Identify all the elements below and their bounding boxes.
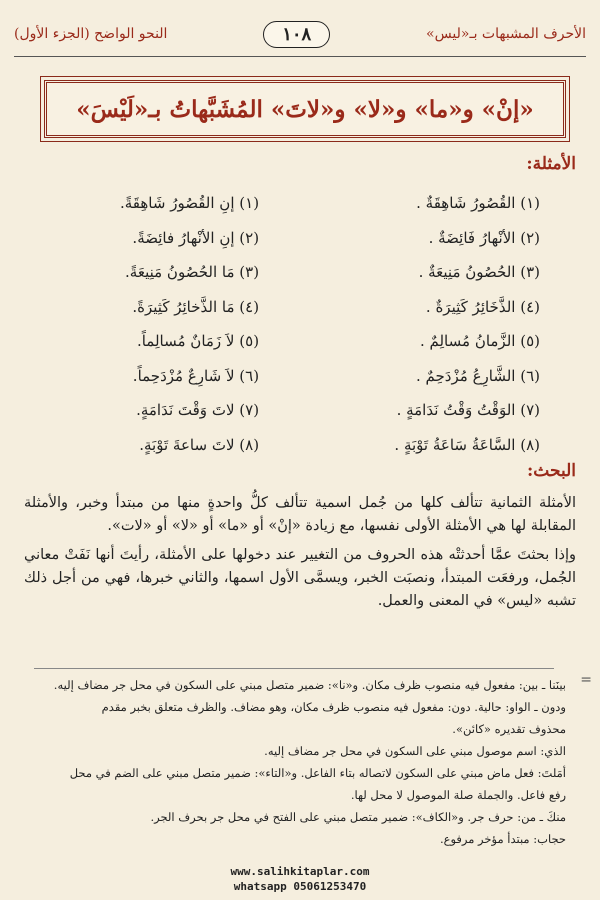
examples-column-modified	[120, 188, 259, 460]
footnote-line: أمَلتَ: فعل ماض مبني على السكون لاتصاله بتاء الفاعل. و«التاء»: ضمير متصل مبني على الضم في محل	[69, 766, 566, 780]
footnote-line: ودون ـ الواو: حالية. دون: مفعول فيه منصوب ظرف مكان، وهو مضاف. والظرف متعلق بخبر مقدم	[101, 700, 566, 714]
lesson-title-box	[44, 80, 566, 138]
footnote-line: رفع فاعل. والجملة صلة الموصول لا محل لها.	[350, 788, 566, 802]
discussion-heading: البحث:	[527, 461, 576, 481]
footnote-line: محذوف تقديره «كائن».	[452, 722, 566, 736]
header-rule	[14, 56, 586, 57]
footnote-rule	[34, 668, 554, 669]
example-item: (٣) الحُصُونُ مَنِيعَةٌ .	[418, 263, 540, 282]
discussion-body	[24, 492, 576, 619]
discussion-paragraph: وإذا بحثتَ عمَّا أحدثتْه هذه الحروف من التغيير عند دخولها على الأمثلة، رأيتَ أنها نَفَتْ معاني الجُمل، ورفعَت المبتدأ، ونصبَت الخبر، ويسمَّى الأول اسمها، والثاني خبرها، فهي من أجل ذلك تشبه «ليس» في المعنى والعمل.	[24, 547, 576, 609]
footnote-continuation-marker: =	[580, 672, 592, 688]
examples-column-original	[394, 188, 540, 460]
example-item: (٦) لاَ شَارِعٌ مُزْدَحِماً.	[132, 366, 260, 385]
example-item: (٧) الوَقْتُ وَقْتُ نَدَامَةٍ .	[396, 401, 540, 420]
example-item: (٧) لاتَ وَقْتَ نَدَامَةٍ.	[136, 401, 260, 420]
running-header	[14, 10, 586, 58]
page-number: ١٠٨	[263, 21, 330, 48]
footnote-line: بينَنا ـ بين: مفعول فيه منصوب ظرف مكان. و«نا»: ضمير متصل مبني على السكون في محل جر مضاف إليه.	[53, 678, 566, 692]
example-item: (٣) مَا الحُصُونُ مَنِيعَةً.	[125, 263, 260, 282]
example-item: (٥) لاَ زَمَانٌ مُسالِماً.	[136, 332, 260, 351]
chapter-title: الأحرف المشبهات بـ«ليس»	[426, 26, 586, 42]
examples-grid	[120, 188, 540, 460]
example-item: (٨) لاتَ ساعةَ تَوْبَةٍ.	[139, 435, 260, 454]
example-item: (١) القُصُورُ شَاهِقَةٌ .	[416, 194, 540, 212]
example-item: (٢) إنِ الأنْهارُ فائِضَةً.	[132, 228, 260, 247]
footnotes	[34, 674, 566, 850]
watermark-website: www.salihkitaplar.com	[230, 865, 370, 878]
example-item: (٥) الزَّمانُ مُسالِمٌ .	[419, 332, 540, 351]
example-item: (٨) السَّاعَةُ سَاعَةُ تَوْبَةٍ .	[394, 435, 540, 454]
book-title: النحو الواضح (الجزء الأول)	[14, 26, 168, 42]
footnote-line: منكَ ـ من: حرف جر. و«الكاف»: ضمير متصل مبني على الفتح في محل جر بحرف الجر.	[150, 810, 566, 824]
example-item: (١) إنِ القُصُورُ شَاهِقَةً.	[120, 194, 260, 212]
watermark-whatsapp: whatsapp 05061253470	[233, 880, 367, 893]
discussion-paragraph: الأمثلة الثمانية تتألف كلها من جُمل اسمية تتألف كلُّ واحدةٍ منها من مبتدأ وخبر، والأمثلة المقابلة لها هي الأمثلة الأولى نفسها، مع زيادة «إنْ» أو «ما» أو «لا» أو «لات».	[24, 495, 576, 534]
examples-heading: الأمثلة:	[526, 154, 576, 174]
watermark	[0, 864, 600, 894]
lesson-title: «إنْ» و«ما» و«لا» و«لاتَ» المُشَبَّهاتُ بـ«لَيْسَ»	[76, 95, 534, 123]
example-item: (٢) الأنْهارُ فَائِضَةٌ .	[428, 228, 540, 247]
footnote-line: الذي: اسم موصول مبني على السكون في محل جر مضاف إليه.	[264, 744, 566, 758]
example-item: (٤) الذَّخَائِرُ كَثِيرَةٌ .	[425, 297, 540, 316]
example-item: (٤) مَا الذَّخائِرُ كَثِيرَةً.	[132, 297, 260, 316]
footnote-line: حجاب: مبتدأ مؤخر مرفوع.	[439, 832, 566, 846]
example-item: (٦) الشَّارِعُ مُزْدَحِمٌ .	[416, 366, 540, 385]
